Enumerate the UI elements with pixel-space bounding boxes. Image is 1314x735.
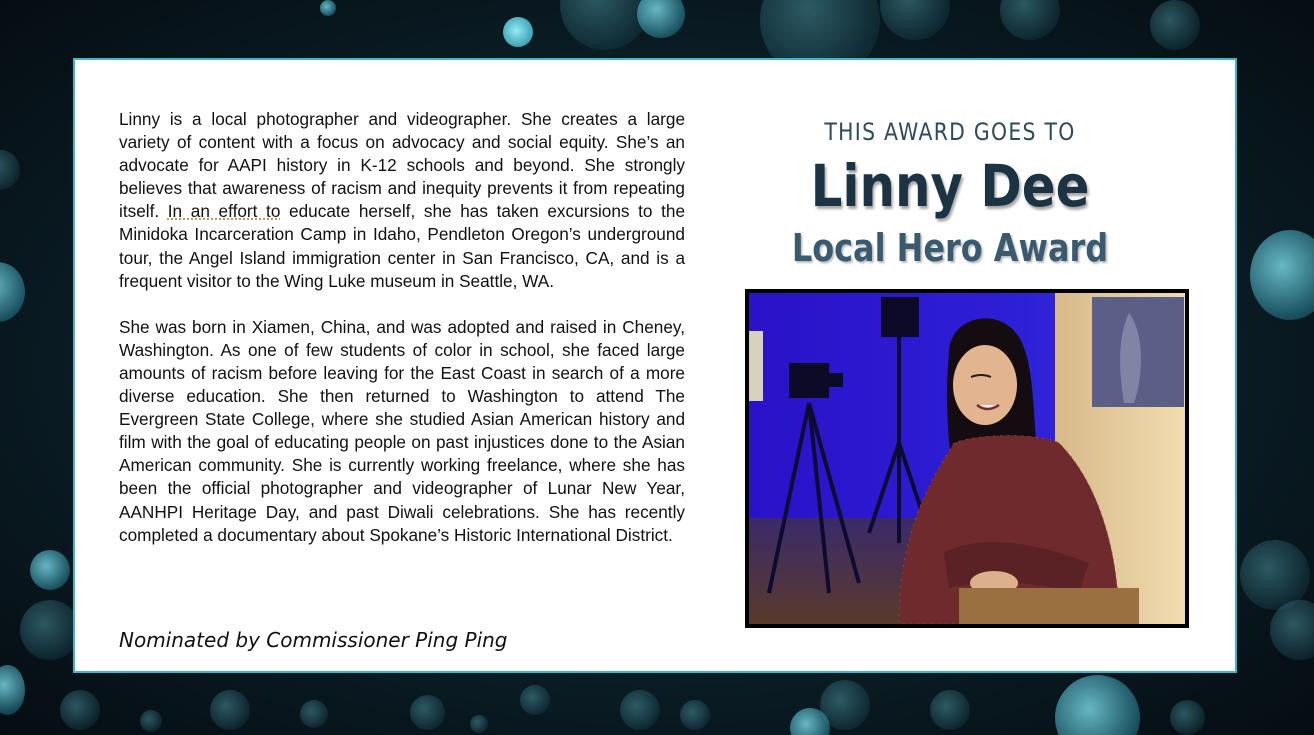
nominated-by: Nominated by Commissioner Ping Ping: [119, 628, 508, 652]
bio-paragraph-1-part-b: educate herself, she has taken excursions to the Minidoka Incarceration Camp in Idaho, Pendleton Oregon’s underground tour, the Angel Island immigration center in San Francisco, CA, and is a frequent visitor to the Wing Luke museum in Seattle, WA.: [119, 201, 686, 291]
bio-text: [119, 108, 685, 570]
award-card: [73, 58, 1237, 673]
bio-paragraph-1-part-a: Linny is a local photographer and videographer. She creates a large variety of content with a focus on advocacy and social equity. She’s an advocate for AAPI history in K-12 schools and beyond. She strongly believes that awareness of racism and inequity prevents it from repeating itself.: [119, 109, 685, 222]
bio-paragraph-2: She was born in Xiamen, China, and was adopted and raised in Cheney, Washington. As one of few students of color in school, she faced large amounts of racism before leaving for the East Coast in search of a more diverse education. She then returned to Washington to attend The Evergreen State College, where she studied Asian American history and film with the goal of educating people on past injustices done to the Asian American community. She is currently working freelance, where she has been the official photographer and videographer of Lunar New Year, AANHPI Heritage Day, and past Diwali celebrations. She has recently completed a documentary about Spokane’s Historic International District.: [119, 316, 685, 545]
award-heading: THIS AWARD GOES TO: [824, 118, 1076, 146]
recipient-name: Linny Dee: [810, 152, 1090, 220]
award-title: Local Hero Award: [791, 226, 1109, 270]
recipient-photo: [745, 289, 1189, 628]
bio-paragraph-1: [119, 108, 685, 293]
spellcheck-underlined-phrase: In an effort to: [167, 201, 281, 222]
